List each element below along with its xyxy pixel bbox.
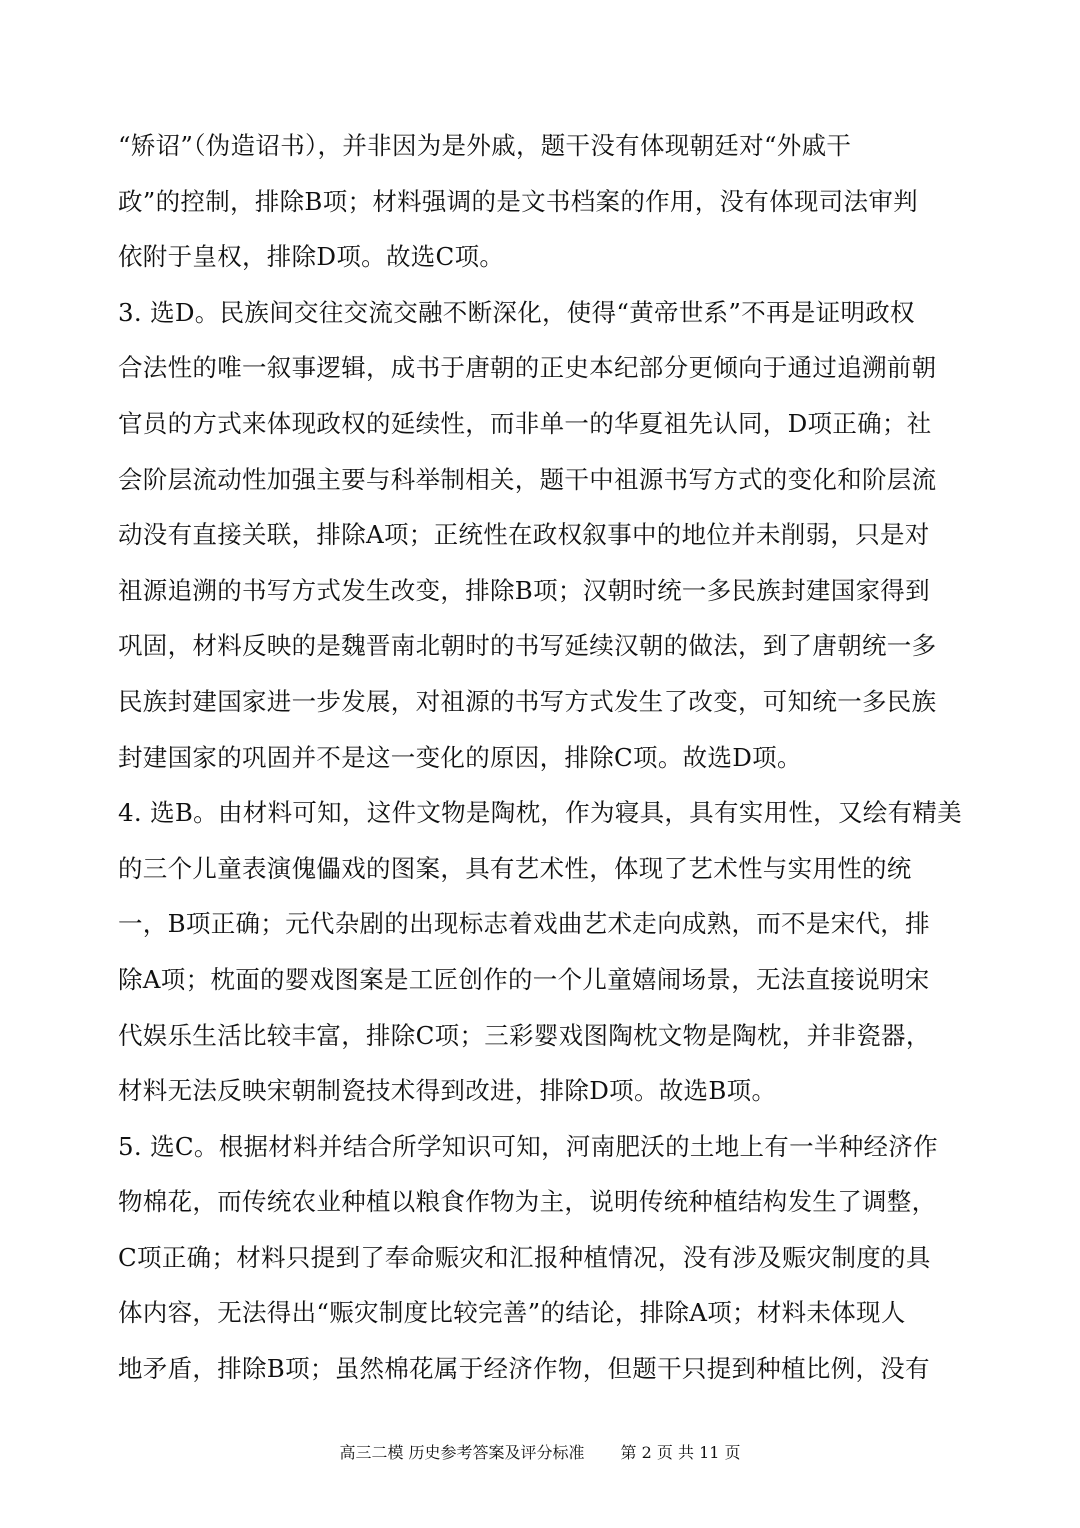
text-line: 民族封建国家进一步发展，对祖源的书写方式发生了改变，可知统一多民族 [118, 686, 937, 716]
text-line: 体内容，无法得出“赈灾制度比较完善”的结论，排除A项；材料未体现人 [118, 1298, 906, 1328]
text-line: 除A项；枕面的婴戏图案是工匠创作的一个儿童嬉闹场景，无法直接说明宋 [118, 964, 930, 994]
text-line: 巩固，材料反映的是魏晋南北朝时的书写延续汉朝的做法，到了唐朝统一多 [118, 631, 937, 661]
text-line: C项正确；材料只提到了奉命赈灾和汇报种植情况，没有涉及赈灾制度的具 [118, 1242, 931, 1272]
footer-title: 高三二模 历史参考答案及评分标准 [339, 1443, 585, 1462]
answer-text-block [118, 118, 962, 1397]
text-line: 的三个儿童表演傀儡戏的图案，具有艺术性，体现了艺术性与实用性的统 [118, 853, 912, 883]
text-line: 3. 选D。民族间交往交流交融不断深化，使得“黄帝世系”不再是证明政权 [118, 297, 915, 327]
text-line: 会阶层流动性加强主要与科举制相关，题干中祖源书写方式的变化和阶层流 [118, 464, 937, 494]
text-line: 地矛盾，排除B项；虽然棉花属于经济作物，但题干只提到种植比例，没有 [118, 1354, 930, 1384]
text-line: “矫诏”（伪造诏书），并非因为是外戚，题干没有体现朝廷对“外戚干 [118, 131, 852, 160]
page-footer [0, 1442, 1080, 1464]
text-line: 封建国家的巩固并不是这一变化的原因，排除C项。故选D项。 [118, 742, 802, 772]
text-line: 代娱乐生活比较丰富，排除C项；三彩婴戏图陶枕文物是陶枕，并非瓷器， [118, 1020, 931, 1050]
text-line: 材料无法反映宋朝制瓷技术得到改进，排除D项。故选B项。 [118, 1076, 777, 1106]
text-line: 4. 选B。由材料可知，这件文物是陶枕，作为寝具，具有实用性，又绘有精美 [118, 798, 962, 828]
text-line: 一，B项正确；元代杂剧的出现标志着戏曲艺术走向成熟，而不是宋代，排 [118, 909, 930, 939]
text-line: 政”的控制，排除B项；材料强调的是文书档案的作用，没有体现司法审判 [118, 186, 918, 216]
footer-page-number: 第 2 页 共 11 页 [620, 1443, 741, 1462]
text-line: 5. 选C。根据材料并结合所学知识可知，河南肥沃的土地上有一半种经济作 [118, 1131, 938, 1161]
text-line: 动没有直接关联，排除A项；正统性在政权叙事中的地位并未削弱，只是对 [118, 520, 930, 550]
text-line: 官员的方式来体现政权的延续性，而非单一的华夏祖先认同，D项正确；社 [118, 408, 932, 438]
text-line: 合法性的唯一叙事逻辑，成书于唐朝的正史本纪部分更倾向于通过追溯前朝 [118, 353, 937, 383]
text-line: 依附于皇权，排除D项。故选C项。 [118, 242, 505, 272]
text-line: 物棉花，而传统农业种植以粮食作物为主，说明传统种植结构发生了调整， [118, 1187, 937, 1217]
text-line: 祖源追溯的书写方式发生改变，排除B项；汉朝时统一多民族封建国家得到 [118, 575, 930, 605]
